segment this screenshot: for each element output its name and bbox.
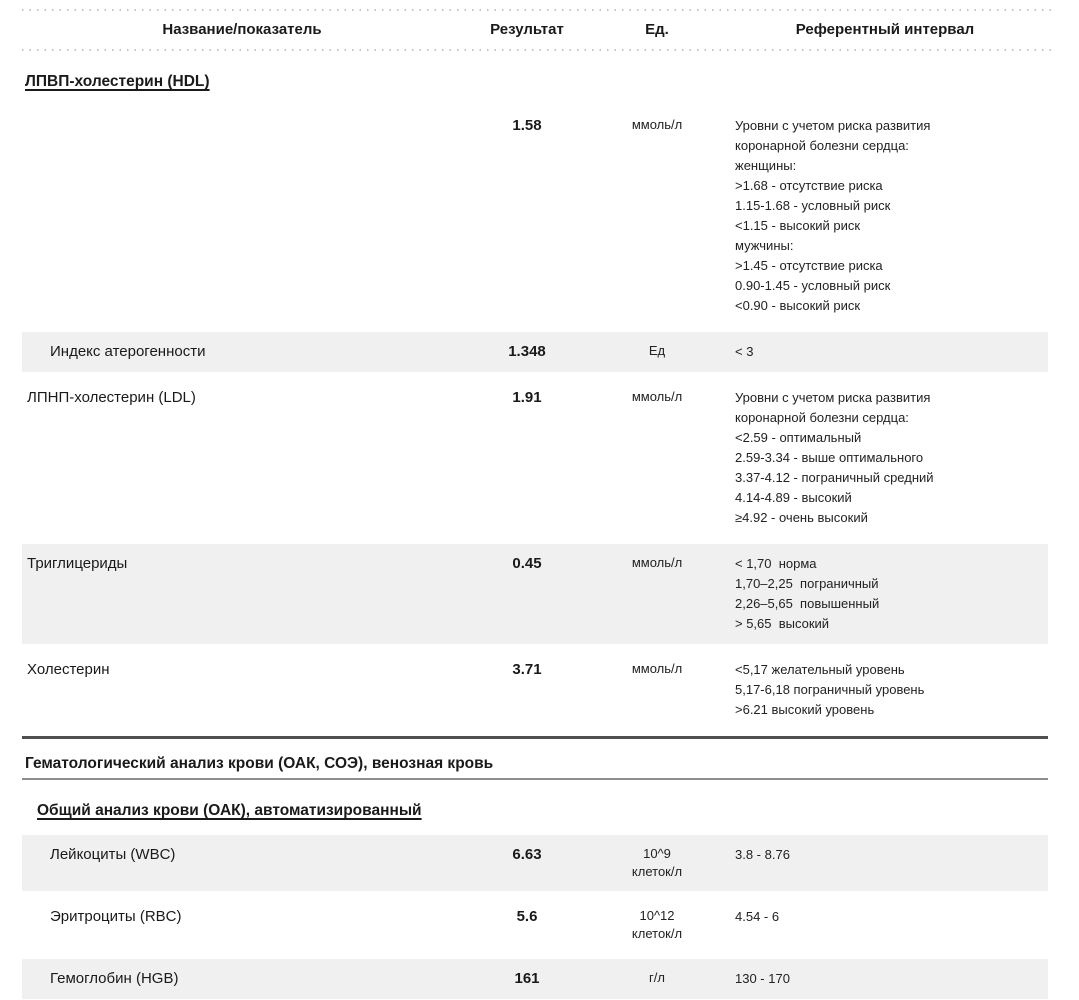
section-underline-rule [22,778,1048,780]
reference-line: 2,26–5,65 повышенный [735,596,880,611]
table-body [22,72,1057,999]
unit-line: клеток/л [631,926,683,941]
section-header [22,736,1057,780]
row-unit-cell [592,969,722,987]
row-result-cell: 0.45 [512,555,542,572]
row-result-cell: 1.348 [508,343,546,360]
reference-line: Уровни с учетом риска развития [735,390,931,405]
reference-line: <1.15 - высокий риск [735,218,861,233]
reference-line: Уровни с учетом риска развития [735,118,931,133]
row-unit-cell [592,388,722,406]
reference-line: 130 - 170 [735,971,790,986]
dotted-divider-header-bottom [22,49,1057,51]
table-row [22,106,1048,326]
row-name-cell: Гемоглобин (HGB) [50,970,179,987]
row-name-cell: Триглицериды [27,555,128,572]
reference-line: 5,17-6,18 пограничный уровень [735,682,925,697]
unit-line: Ед [648,343,666,358]
reference-line: <2.59 - оптимальный [735,430,862,445]
row-result-cell: 1.58 [512,117,542,134]
reference-line: >1.45 - отсутствие риска [735,258,883,273]
reference-line: 2.59-3.34 - выше оптимального [735,450,924,465]
unit-line: ммоль/л [631,117,683,132]
row-unit-cell [592,554,722,572]
column-header-name: Название/показатель [162,21,322,38]
row-result-cell: 3.71 [512,661,542,678]
unit-line: клеток/л [631,864,683,879]
reference-line: коронарной болезни сердца: [735,410,909,425]
group-title: Общий анализ крови (ОАК), автоматизированный [37,802,422,819]
row-unit-cell [592,907,722,943]
reference-line: 1,70–2,25 пограничный [735,576,879,591]
table-row [22,959,1048,999]
row-result-cell: 6.63 [512,846,542,863]
group-title: ЛПВП-холестерин (HDL) [25,73,210,90]
reference-line: коронарной болезни сердца: [735,138,909,153]
row-unit-cell [592,342,722,360]
row-reference-cell [722,907,1048,927]
row-name-cell: Эритроциты (RBC) [50,908,182,925]
reference-line: >1.68 - отсутствие риска [735,178,883,193]
row-name-cell: ЛПНП-холестерин (LDL) [27,389,196,406]
row-reference-cell [722,845,1048,865]
row-result-cell: 5.6 [516,908,538,925]
reference-line: мужчины: [735,238,794,253]
unit-line: ммоль/л [631,555,683,570]
table-row [22,544,1048,644]
row-unit-cell [592,845,722,881]
reference-line: > 5,65 высокий [735,616,830,631]
row-reference-cell [722,116,1048,316]
row-unit-cell [592,116,722,134]
lab-report-document [22,9,1057,999]
reference-line: 4.54 - 6 [735,909,780,924]
column-header-result: Результат [490,21,564,38]
column-header-reference: Референтный интервал [795,21,975,38]
unit-line: г/л [649,970,665,985]
column-header-unit: Ед. [645,21,669,38]
row-result-cell: 1.91 [512,389,542,406]
reference-line: <5,17 желательный уровень [735,662,905,677]
reference-line: ≥4.92 - очень высокий [735,510,868,525]
unit-line: ммоль/л [631,389,683,404]
table-row [22,897,1048,953]
table-row [22,332,1048,372]
row-unit-cell [592,660,722,678]
table-row [22,650,1048,730]
row-result-cell: 161 [514,970,540,987]
unit-line: ммоль/л [631,661,683,676]
reference-line: < 1,70 норма [735,556,817,571]
table-header-row [22,11,1048,49]
row-reference-cell [722,388,1048,528]
row-reference-cell [722,342,1048,362]
unit-line: 10^12 [639,908,675,923]
row-name-cell: Холестерин [27,661,110,678]
reference-line: >6.21 высокий уровень [735,702,875,717]
reference-line: 1.15-1.68 - условный риск [735,198,891,213]
unit-line: 10^9 [643,846,671,861]
reference-line: 4.14-4.89 - высокий [735,490,852,505]
reference-line: < 3 [735,344,754,359]
table-row [22,835,1048,891]
table-row [22,378,1048,538]
reference-line: 3.8 - 8.76 [735,847,790,862]
row-name-cell: Индекс атерогенности [50,343,206,360]
section-title: Гематологический анализ крови (ОАК, СОЭ), венозная кровь [25,755,494,772]
reference-line: <0.90 - высокий риск [735,298,861,313]
row-reference-cell [722,554,1048,634]
row-reference-cell [722,660,1048,720]
row-name-cell: Лейкоциты (WBC) [50,846,176,863]
reference-line: 3.37-4.12 - пограничный средний [735,470,934,485]
reference-line: 0.90-1.45 - условный риск [735,278,891,293]
row-reference-cell [722,969,1048,989]
reference-line: женщины: [735,158,797,173]
